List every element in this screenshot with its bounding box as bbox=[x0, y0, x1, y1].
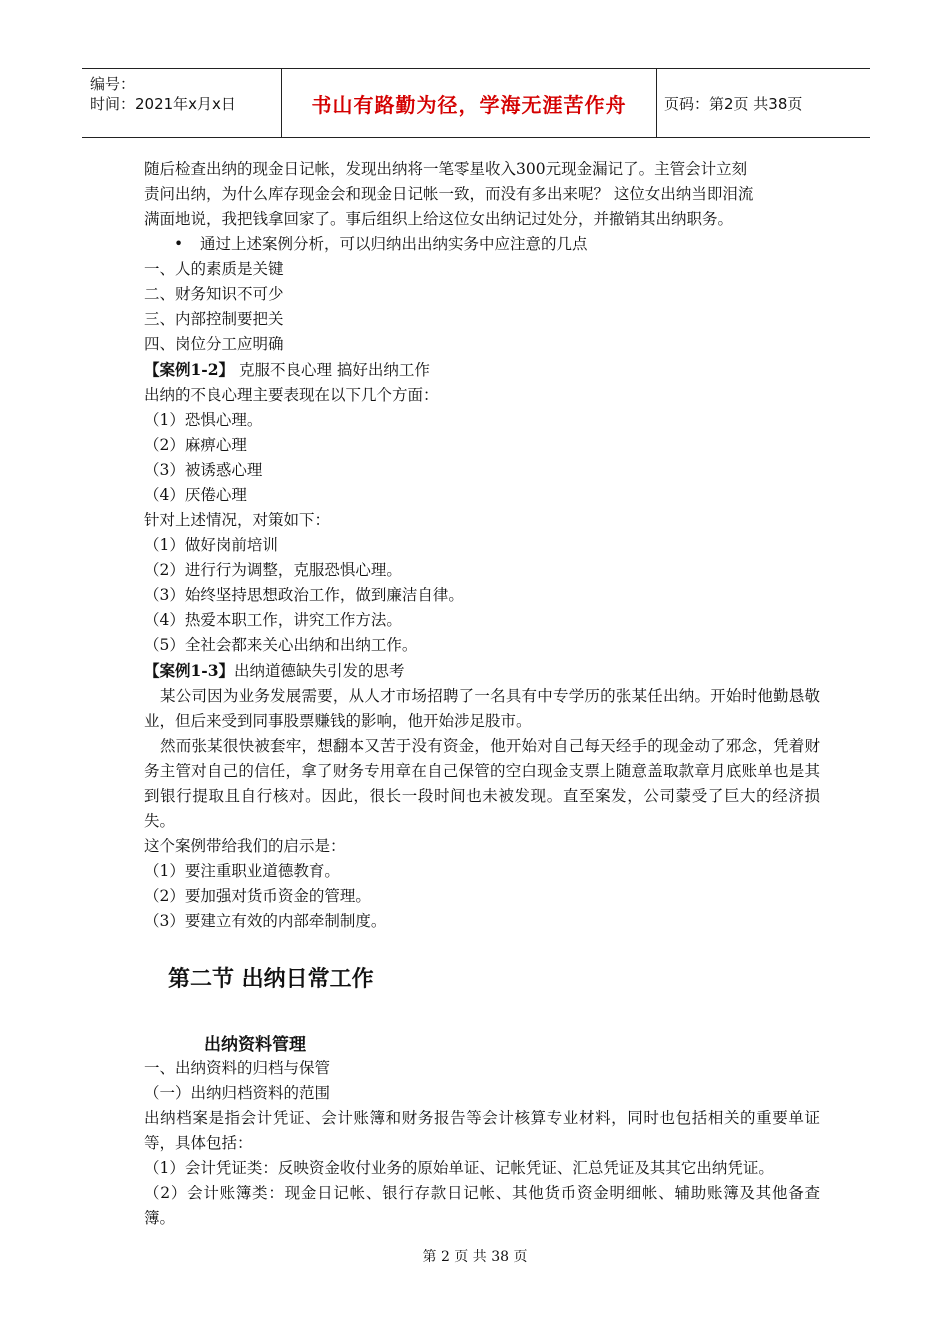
section-item: （1）会计凭证类：反映资金收付业务的原始单证、记帐凭证、汇总凭证及其其它出纳凭证。 bbox=[144, 1159, 774, 1177]
number-label: 编号： bbox=[90, 75, 136, 93]
page-header bbox=[82, 68, 870, 138]
case2-measure: （4）热爱本职工作，讲究工作方法。 bbox=[144, 611, 402, 629]
point-item: 一、人的素质是关键 bbox=[144, 260, 284, 278]
body-content bbox=[144, 157, 820, 934]
case3-lesson: （2）要加强对货币资金的管理。 bbox=[144, 887, 371, 905]
point-item: 四、岗位分工应明确 bbox=[144, 335, 284, 353]
case2-title: 克服不良心理 搞好出纳工作 bbox=[234, 361, 430, 379]
body-line: 随后检查出纳的现金日记帐，发现出纳将一笔零星收入300元现金漏记了。主管会计立刻 bbox=[144, 160, 748, 178]
case3-title: 出纳道德缺失引发的思考 bbox=[234, 662, 405, 680]
case2-heading bbox=[144, 357, 820, 383]
section-content bbox=[144, 1056, 820, 1231]
section-item: （2）会计账簿类：现金日记帐、银行存款日记帐、其他货币资金明细帐、辅助账簿及其他备查簿。 bbox=[144, 1184, 820, 1227]
case3-tag: 【案例1-3】 bbox=[144, 661, 235, 680]
case2-measures-intro: 针对上述情况，对策如下： bbox=[144, 511, 331, 529]
case3-lesson-intro: 这个案例带给我们的启示是： bbox=[144, 837, 346, 855]
point-item: 三、内部控制要把关 bbox=[144, 310, 284, 328]
case3-lesson: （1）要注重职业道德教育。 bbox=[144, 862, 340, 880]
case2-tag: 【案例1-2】 bbox=[144, 360, 235, 379]
case3-lesson: （3）要建立有效的内部牵制制度。 bbox=[144, 912, 387, 930]
case2-measure: （3）始终坚持思想政治工作，做到廉洁自律。 bbox=[144, 586, 464, 604]
page-footer: 第 2 页 共 38 页 bbox=[422, 1249, 528, 1265]
header-meta bbox=[82, 69, 282, 137]
case2-measure: （2）进行行为调整，克服恐惧心理。 bbox=[144, 561, 402, 579]
case2-item: （1）恐惧心理。 bbox=[144, 411, 263, 429]
section-line: 一、出纳资料的归档与保管 bbox=[144, 1059, 331, 1077]
section-paragraph: 出纳档案是指会计凭证、会计账簿和财务报告等会计核算专业材料，同时也包括相关的重要单证等，具体包括： bbox=[144, 1109, 820, 1152]
case2-item: （4）厌倦心理 bbox=[144, 486, 247, 504]
case2-intro: 出纳的不良心理主要表现在以下几个方面： bbox=[144, 386, 439, 404]
header-motto: 书山有路勤为径，学海无涯苦作舟 bbox=[282, 69, 657, 137]
section-subtitle: 出纳资料管理 bbox=[204, 1035, 306, 1055]
case2-measure: （1）做好岗前培训 bbox=[144, 536, 278, 554]
date-label: 时间：2021年x月x日 bbox=[90, 95, 236, 113]
section-line: （一）出纳归档资料的范围 bbox=[144, 1084, 331, 1102]
case3-paragraph: 某公司因为业务发展需要，从人才市场招聘了一名具有中专学历的张某任出纳。开始时他勤恳敬业，但后来受到同事股票赚钱的影响，他开始涉足股市。 bbox=[144, 687, 820, 730]
point-item: 二、财务知识不可少 bbox=[144, 285, 284, 303]
case3-paragraph: 然而张某很快被套牢，想翻本又苦于没有资金，他开始对自己每天经手的现金动了邪念，凭着财务主管对自己的信任，拿了财务专用章在自己保管的空白现金支票上随意盖取款章月底账单也是其到银行提取且自行核对。因此，很长一段时间也未被发现。直至案发，公司蒙受了巨大的经济损失。 bbox=[144, 737, 820, 830]
body-line: 满面地说，我把钱拿回家了。事后组织上给这位女出纳记过处分，并撤销其出纳职务。 bbox=[144, 210, 734, 228]
section-title: 第二节 出纳日常工作 bbox=[168, 967, 374, 992]
bullet-line: • 通过上述案例分析，可以归纳出出纳实务中应注意的几点 bbox=[144, 232, 820, 257]
case2-measure: （5）全社会都来关心出纳和出纳工作。 bbox=[144, 636, 418, 654]
header-page-label: 页码：第2页 共38页 bbox=[664, 94, 803, 113]
case2-item: （3）被诱惑心理 bbox=[144, 461, 263, 479]
case3-heading bbox=[144, 658, 820, 684]
body-line: 责问出纳，为什么库存现金会和现金日记帐一致，而没有多出来呢？ 这位女出纳当即泪流 bbox=[144, 185, 754, 203]
case2-item: （2）麻痹心理 bbox=[144, 436, 247, 454]
